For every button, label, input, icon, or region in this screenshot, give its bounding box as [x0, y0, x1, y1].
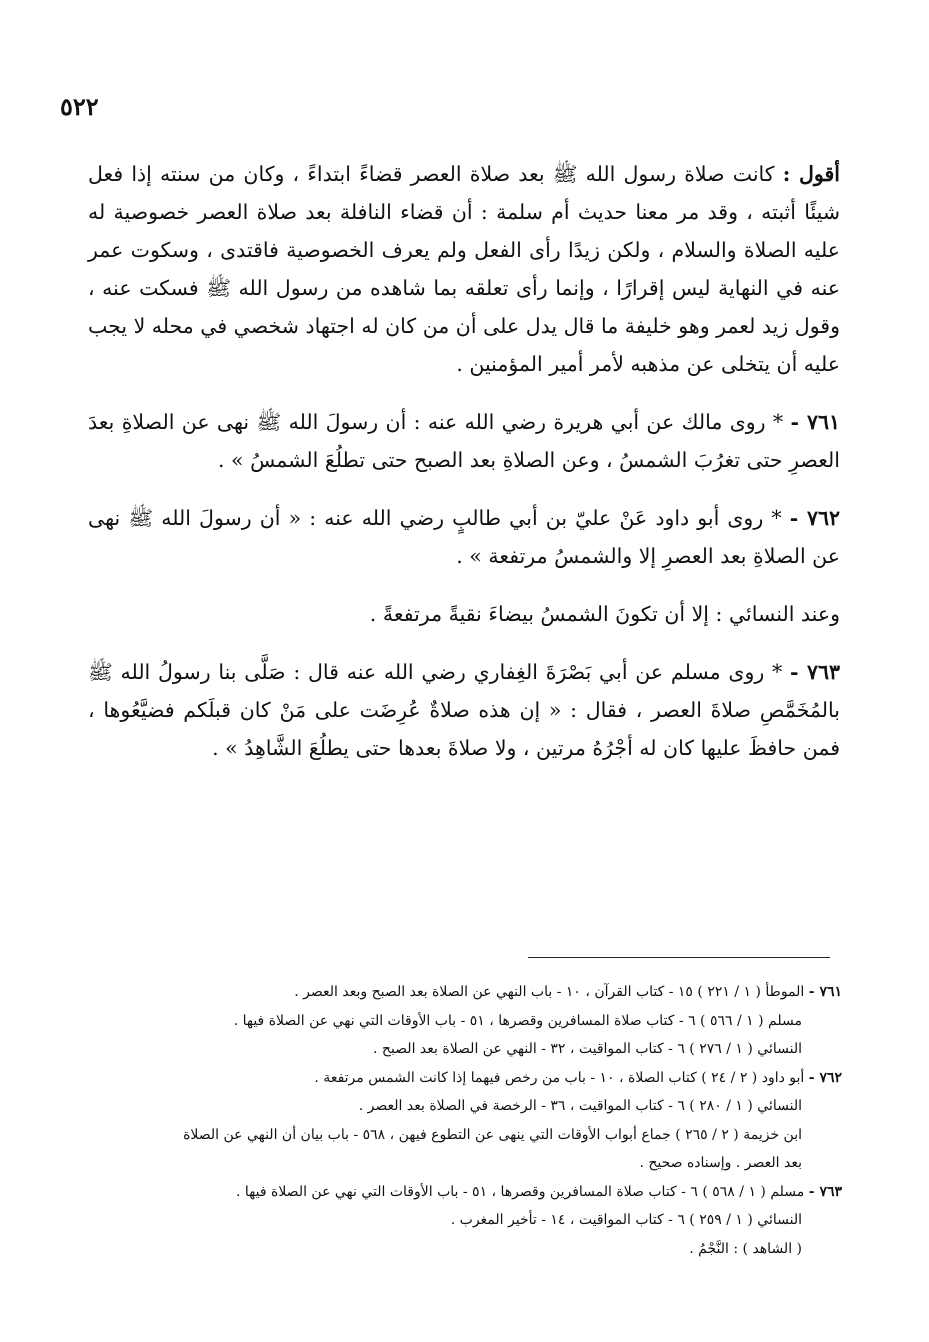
footnote-number: ٧٦٣ - [808, 1183, 842, 1200]
footnote-number: ٧٦١ - [808, 984, 842, 1000]
footnote-line [80, 1092, 842, 1121]
footnote-text: أبو داود ( ٢ / ٢٤ ) كتاب الصلاة ، ١٠ - باب من رخص فيهما إذا كانت الشمس مرتفعة . [314, 1069, 809, 1086]
footnote-line [80, 1149, 842, 1178]
hadith-text: * روى مالك عن أبي هريرة رضي الله عنه : أن رسولَ الله ﷺ نهى عن الصلاةِ بعدَ العصرِ حتى تغرُبَ الشمسُ ، وعن الصلاةِ بعد الصبح حتى تطلُعَ الشمسُ » . [88, 410, 840, 472]
hadith-number: ٧٦١ - [790, 410, 840, 434]
hadith-number: ٧٦٢ - [789, 506, 840, 530]
footnote-text: ( الشاهد ) : النَّجْمُ . [689, 1240, 802, 1257]
hadith-text: * روى مسلم عن أبي بَصْرَةَ الغِفاري رضي الله عنه قال : صَلَّى بنا رسولُ الله ﷺ بالمُخَمَّصِ صلاةَ العصر ، فقال : « إن هذه صلاةٌ عُرِضَت على مَنْ كان قبلَكم فضيَّعُوها ، فمن حافظَ عليها كان له أجْرُهُ مرتين ، ولا صلاةَ بعدها حتى يطلُعَ الشَّاهِدُ » . [88, 660, 840, 760]
footnote-line [80, 1064, 842, 1093]
footnote-divider [528, 957, 830, 958]
hadith-number: ٧٦٣ - [790, 660, 840, 684]
footnotes [80, 978, 842, 1263]
footnote-line [80, 1178, 842, 1207]
commentary-lead: أقول : [782, 162, 841, 186]
hadith-text: * روى أبو داود عَنْ عليّ بن أبي طالبٍ رضي الله عنه : « أن رسولَ الله ﷺ نهى عن الصلاةِ بعد العصرِ إلا والشمسُ مرتفعة » . [88, 506, 840, 568]
footnote-line [80, 1121, 842, 1150]
footnote-line [80, 978, 842, 1007]
page-number: ٥٢٢ [60, 92, 99, 121]
hadith-text: وعند النسائي : إلا أن تكونَ الشمسُ بيضاءَ نقيةً مرتفعةً . [369, 602, 840, 626]
footnote-line [80, 1035, 842, 1064]
footnote-text: ابن خزيمة ( ٢ / ٢٦٥ ) جماع أبواب الأوقات التي ينهى عن التطوع فيهن ، ٥٦٨ - باب بيان أن النهي عن الصلاة [183, 1126, 802, 1143]
commentary-paragraph [88, 155, 840, 383]
hadith-762 [88, 499, 840, 575]
footnote-text: النسائي ( ١ / ٢٧٦ ) ٦ - كتاب المواقيت ، ٣٢ - النهي عن الصلاة بعد الصبح . [373, 1041, 802, 1057]
footnote-line [80, 1235, 842, 1264]
footnote-text: النسائي ( ١ / ٢٨٠ ) ٦ - كتاب المواقيت ، ٣٦ - الرخصة في الصلاة بعد العصر . [358, 1098, 802, 1114]
hadith-762-nasai-variant [88, 595, 840, 633]
footnote-text: النسائي ( ١ / ٢٥٩ ) ٦ - كتاب المواقيت ، ١٤ - تأخير المغرب . [450, 1212, 802, 1228]
hadith-763 [88, 653, 840, 767]
footnote-text: مسلم ( ١ / ٥٦٨ ) ٦ - كتاب صلاة المسافرين وقصرها ، ٥١ - باب الأوقات التي نهي عن الصلاة فيها . [236, 1183, 809, 1200]
main-text [88, 155, 840, 787]
footnote-line [80, 1007, 842, 1036]
hadith-761 [88, 403, 840, 479]
footnote-line [80, 1206, 842, 1235]
footnote-number: ٧٦٢ - [808, 1069, 842, 1086]
footnote-text: الموطأ ( ١ / ٢٢١ ) ١٥ - كتاب القرآن ، ١٠ - باب النهي عن الصلاة بعد الصبح وبعد العصر . [294, 984, 809, 1000]
footnote-text: بعد العصر . وإسناده صحيح . [639, 1155, 802, 1171]
commentary-text: كانت صلاة رسول الله ﷺ بعد صلاة العصر قضاءً ابتداءً ، وكان من سنته إذا فعل شيئًا أثبته ، وقد مر معنا حديث أم سلمة : أن قضاء النافلة بعد صلاة العصر خصوصية له عليه الصلاة والسلام ، ولكن زيدًا رأى الفعل ولم يعرف الخصوصية فاقتدى ، وسكوت عمر عنه في النهاية ليس إقرارًا ، وإنما رأى تعلقه بما شاهده من رسول الله ﷺ فسكت عنه ، وقول زيد لعمر وهو خليفة ما قال يدل على أن من كان له اجتهاد شخصي في محله لا يجب عليه أن يتخلى عن مذهبه لأمر أمير المؤمنين . [87, 162, 840, 376]
footnote-text: مسلم ( ١ / ٥٦٦ ) ٦ - كتاب صلاة المسافرين وقصرها ، ٥١ - باب الأوقات التي نهي عن الصلاة فيها . [233, 1012, 802, 1029]
